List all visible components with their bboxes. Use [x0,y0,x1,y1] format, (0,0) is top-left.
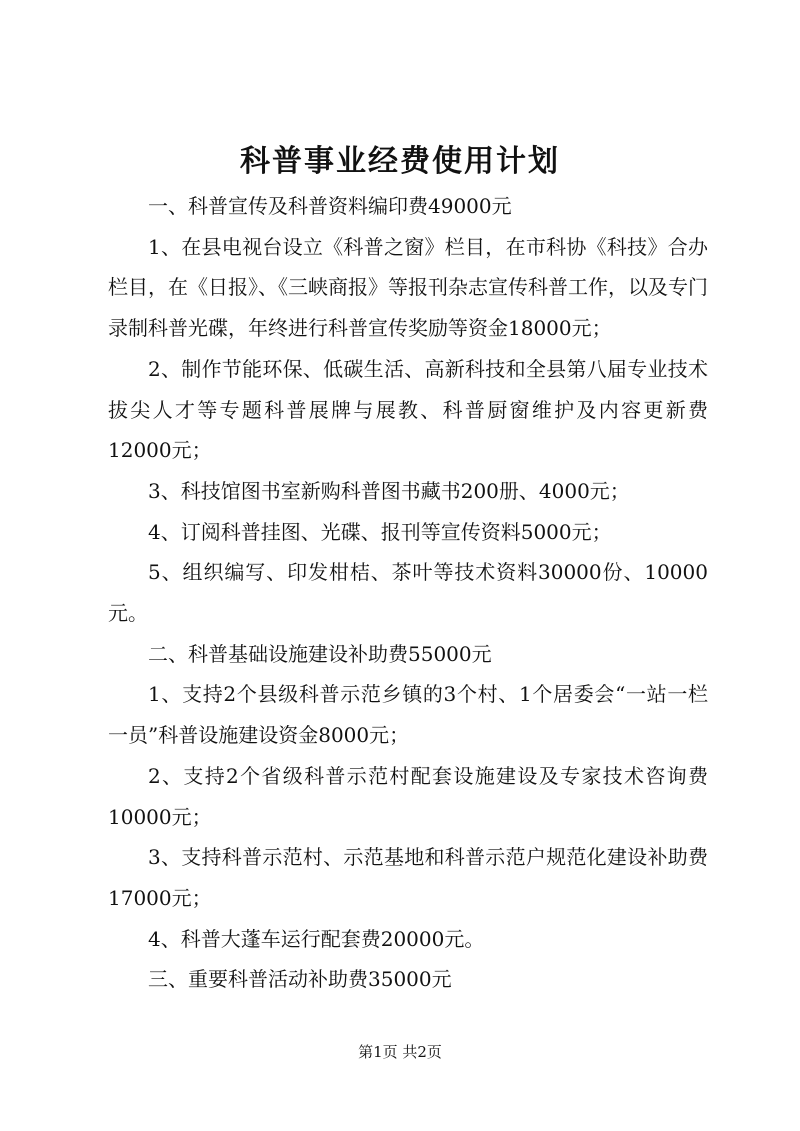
section-heading-1: 一、科普宣传及科普资料编印费49000元 [148,194,512,218]
section-heading-2: 二、科普基础设施建设补助费55000元 [148,641,492,666]
page-footer: 第1页 共2页 [358,1043,442,1061]
paragraph-item: 2、支持2个省级科普示范村配套设施建设及专家技术咨询费10000元； [108,763,708,829]
document-body [108,186,708,1000]
paragraph-item: 4、科普大蓬车运行配套费20000元。 [148,926,485,951]
document-title: 科普事业经费使用计划 [240,144,560,179]
section-heading-3: 三、重要科普活动补助费35000元 [148,967,452,992]
paragraph-item: 4、订阅科普挂图、光碟、报刊等宣传资料5000元； [148,519,612,544]
paragraph-item: 3、科技馆图书室新购科普图书藏书200册、4000元； [148,478,630,503]
paragraph-item: 1、支持2个县级科普示范乡镇的3个村、1个居委会“一站一栏一员”科普设施建设资金8000元； [108,682,708,748]
paragraph-item: 1、在县电视台设立《科普之窗》栏目，在市科协《科技》合办栏目，在《日报》、《三峡商报》等报刊杂志宣传科普工作，以及专门录制科普光碟，年终进行科普宣传奖励等资金18000元； [108,234,708,341]
paragraph-item: 2、制作节能环保、低碳生活、高新科技和全县第八届专业技术拔尖人才等专题科普展牌与展教、科普厨窗维护及内容更新费12000元； [108,356,708,463]
paragraph-item: 3、支持科普示范村、示范基地和科普示范户规范化建设补助费17000元； [108,845,708,910]
paragraph-item: 5、组织编写、印发柑桔、茶叶等技术资料30000份、10000元。 [108,560,708,626]
